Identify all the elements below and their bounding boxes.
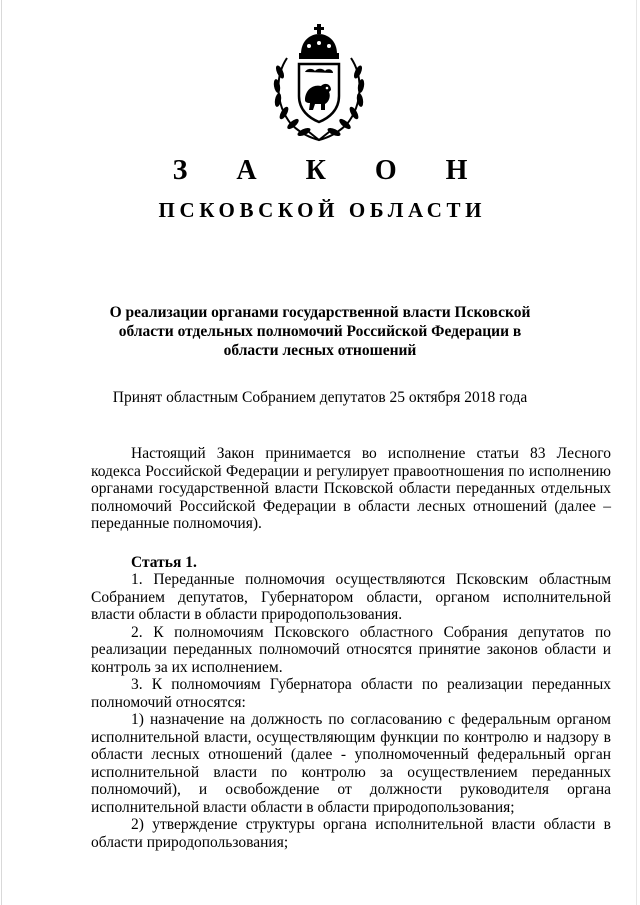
law-subject-heading: О реализации органами государственной власти Псковской области отдельных полномочий Российской Федерации в области лесных отношений — [109, 304, 531, 359]
region-title: ПСКОВСКОЙ ОБЛАСТИ — [158, 198, 487, 222]
article-paragraph: 2. К полномочиям Псковского областного Собрания депутатов по реализации переданных полномочий относятся принятие законов области и контроль за их исполнением. — [91, 623, 611, 676]
law-title: З А К О Н — [172, 155, 489, 186]
adoption-line: Принят областным Собранием депутатов 25 октября 2018 года — [112, 389, 528, 406]
article-paragraph: 3. К полномочиям Губернатора области по реализации переданных полномочий относятся: — [91, 676, 611, 711]
article-heading: Статья 1. — [131, 553, 197, 571]
scan-edge-right — [636, 0, 637, 905]
scan-edge-left — [1, 0, 2, 905]
law-body — [91, 445, 611, 851]
article-paragraph: 1) назначение на должность по согласованию с федеральным органом исполнительной власти, осуществляющим функции по контролю и надзору в области лесных отношений (далее - уполномоченный федеральный орган исполнительной власти по контролю за осуществлением переданных полномочий), и освобождение от должности руководителя органа исполнительной власти области в области природопользования; — [91, 711, 611, 816]
preamble-paragraph: Настоящий Закон принимается во исполнение статьи 83 Лесного кодекса Российской Федерации и регулирует правоотношения по исполнению органами государственной власти Псковской области переданных отдельных полномочий Российской Федерации в области лесных отношений (далее – переданные полномочия). — [91, 445, 611, 532]
pskov-coat-of-arms-icon — [269, 24, 369, 142]
article-paragraph: 2) утверждение структуры органа исполнительной власти области в области природопользования; — [91, 816, 611, 851]
article-paragraph: 1. Переданные полномочия осуществляются Псковским областным Собранием депутатов, Губернатором области, органом исполнительной власти области в области природопользования. — [91, 571, 611, 623]
